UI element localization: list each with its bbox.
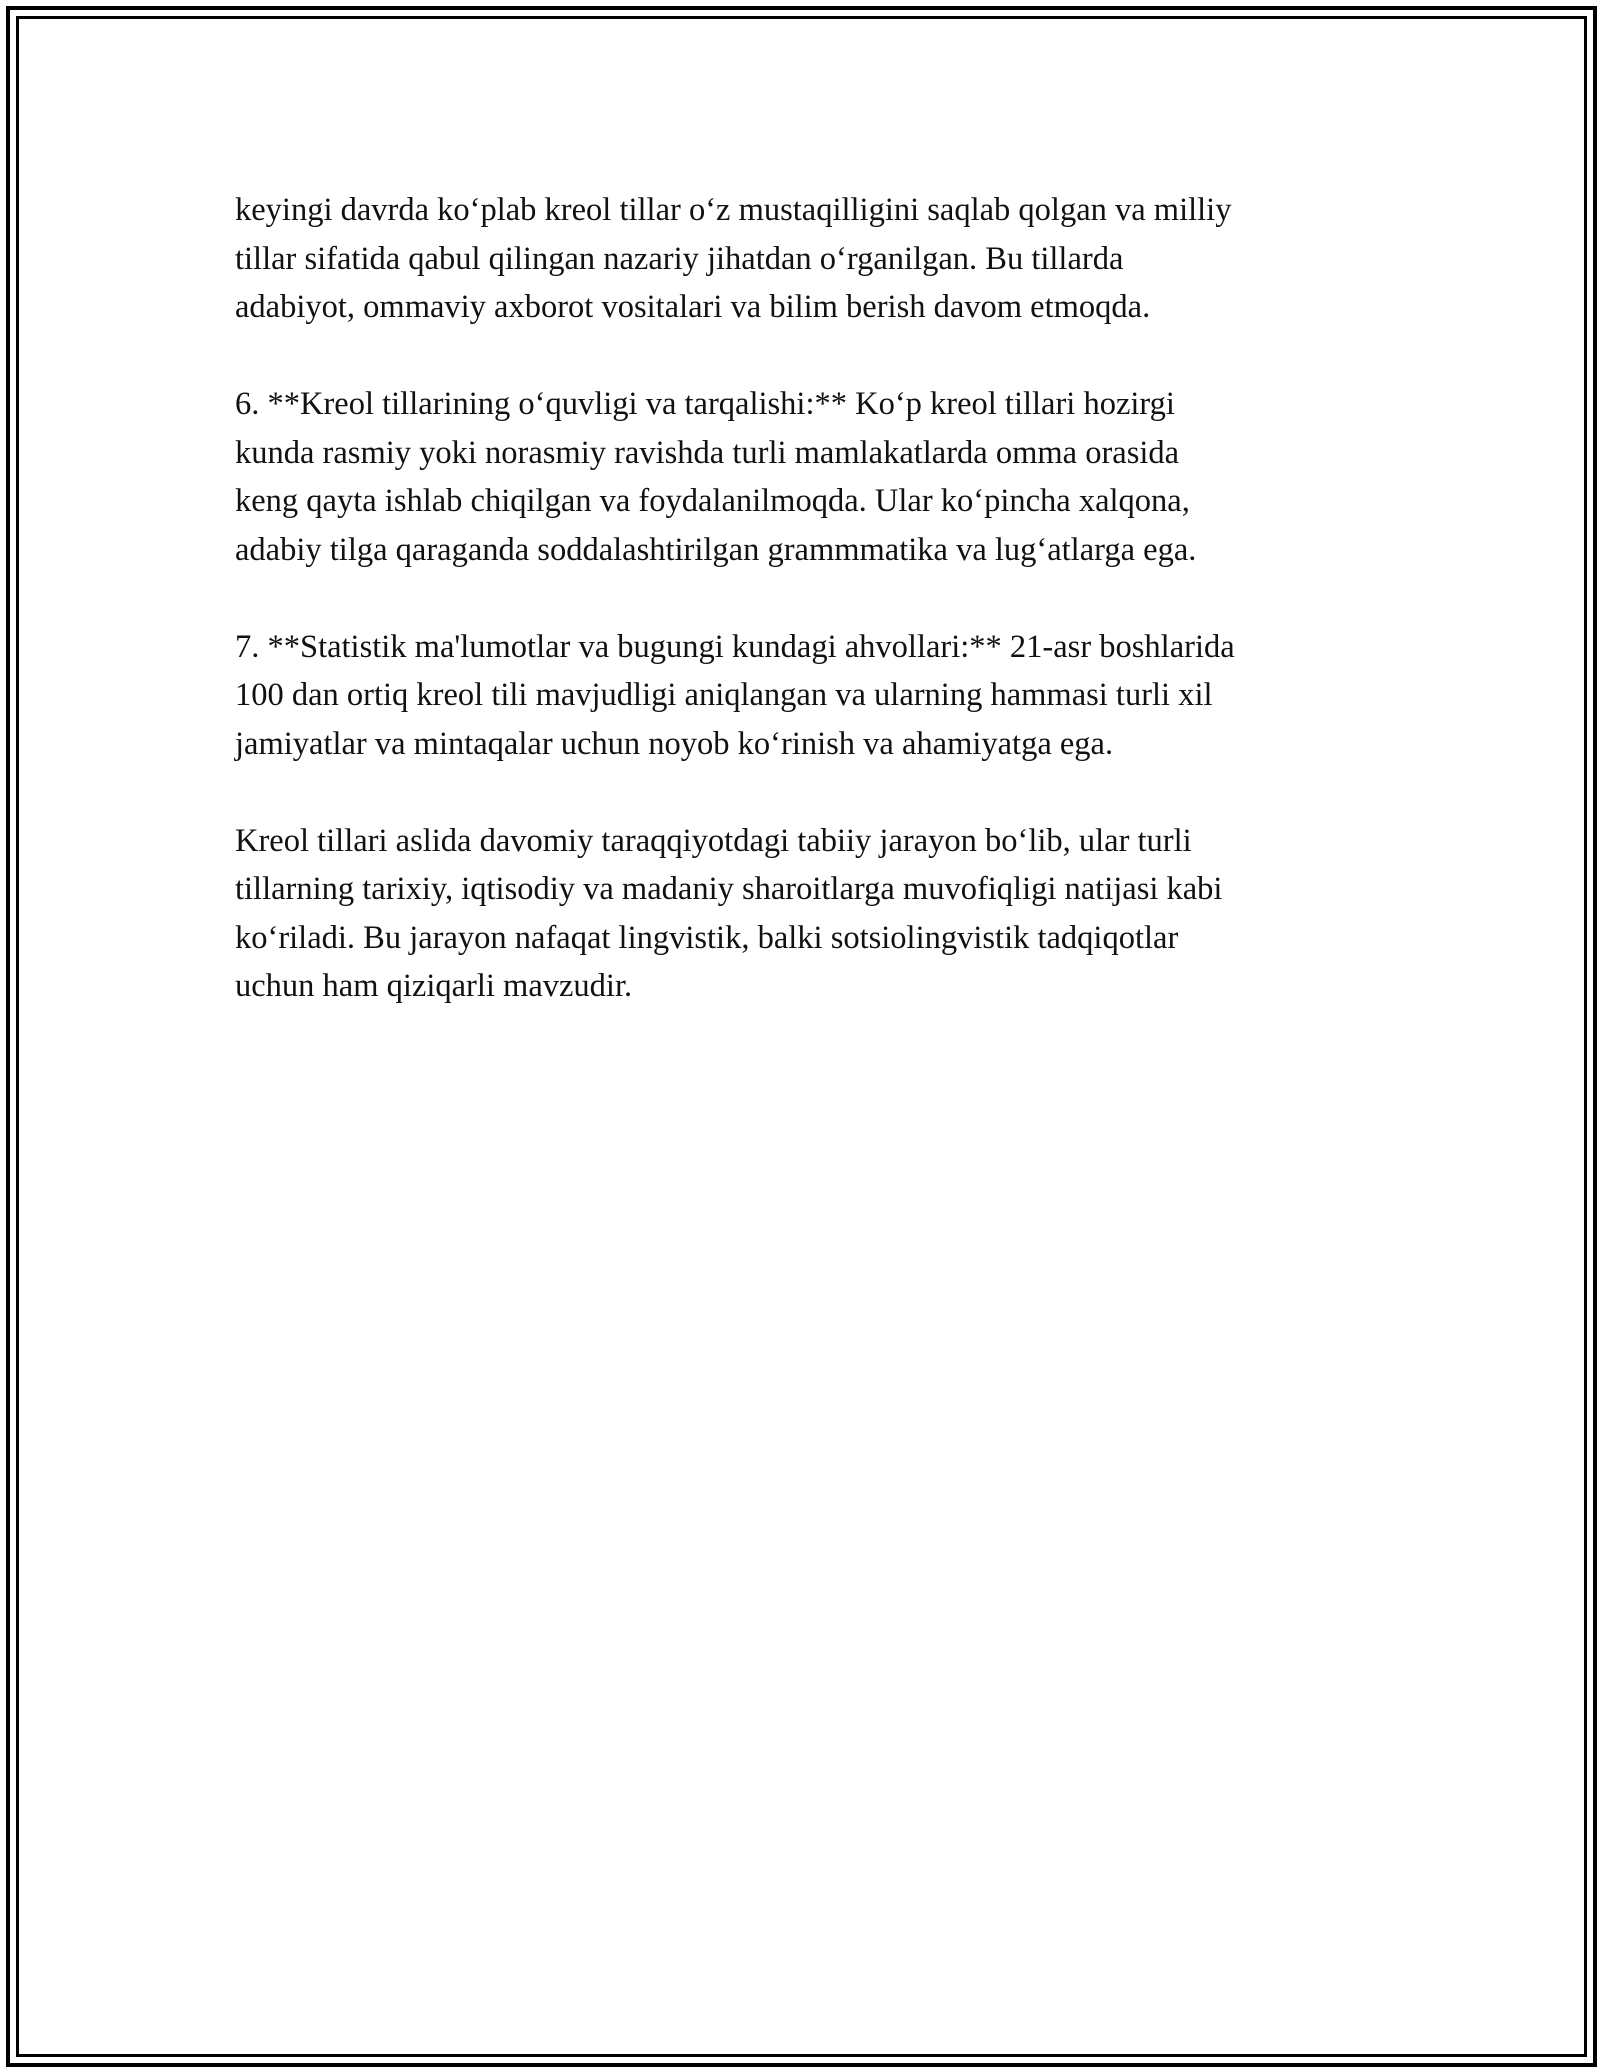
paragraph-item-7: 7. **Statistik ma'lumotlar va bugungi kundagi ahvollari:** 21-asr boshlarida 100 dan ortiq kreol tili mavjudligi aniqlangan va ularning hammasi turli xil jamiyatlar va mintaqalar uchun noyob ko‘rinish va ahamiyatga ega. <box>235 628 1235 762</box>
paragraph-conclusion: Kreol tillari aslida davomiy taraqqiyotdagi tabiiy jarayon bo‘lib, ular turli tillarning tarixiy, iqtisodiy va madaniy sharoitlarga muvofiqligi natijasi kabi ko‘riladi. Bu jarayon nafaqat lingvistik, balki sotsiolingvistik tadqiqotlar uchun ham qiziqarli mavzudir. <box>235 822 1223 1004</box>
document-body <box>235 186 1385 1059</box>
paragraph-continuation: keyingi davrda ko‘plab kreol tillar o‘z mustaqilligini saqlab qolgan va milliy tillar sifatida qabul qilingan nazariy jihatdan o‘rganilgan. Bu tillarda adabiyot, ommaviy axborot vositalari va bilim berish davom etmoqda. <box>235 192 1232 325</box>
paragraph-item-6: 6. **Kreol tillarining o‘quvligi va tarqalishi:** Ko‘p kreol tillari hozirgi kunda rasmiy yoki norasmiy ravishda turli mamlakatlarda omma orasida keng qayta ishlab chiqilgan va foydalanilmoqda. Ular ko‘pincha xalqona, adabiy tilga qaraganda soddalashtirilgan grammmatika va lug‘atlarga ega. <box>235 386 1197 568</box>
